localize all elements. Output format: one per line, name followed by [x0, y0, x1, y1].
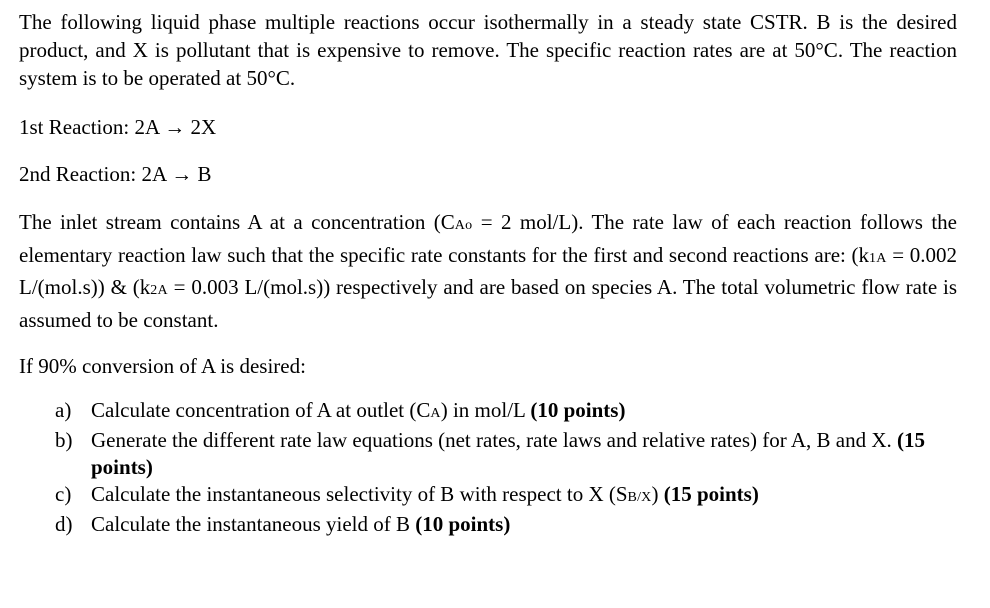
- problem-document: [19, 0, 957, 538]
- question-list: [19, 397, 957, 538]
- question-points: (10 points): [415, 512, 511, 536]
- inlet-text-1: The inlet stream contains A at a concentration (C: [19, 210, 455, 234]
- question-a: [55, 397, 957, 427]
- question-text: ) in mol/L: [440, 398, 531, 422]
- question-text: Generate the different rate law equations (net rates, rate laws and relative rates) for A, B and X.: [91, 428, 898, 452]
- k1a-subscript: 1A: [869, 250, 887, 266]
- question-points: (10 points): [530, 398, 626, 422]
- question-letter: a): [55, 398, 72, 422]
- question-b: [55, 427, 957, 481]
- intro-paragraph: The following liquid phase multiple reactions occur isothermally in a steady state CSTR. B is the desired product, and X is pollutant that is expensive to remove. The specific reaction rates are at 50°C. The reaction system is to be operated at 50°C.: [19, 10, 957, 90]
- inlet-text-3: = 0.002 L/(mol.s)) & (k: [19, 242, 957, 299]
- second-reaction: 2nd Reaction: 2A → B: [19, 162, 212, 186]
- question-points: (15 points): [91, 428, 926, 479]
- cao-subscript: Ao: [454, 218, 473, 233]
- conversion-line: If 90% conversion of A is desired:: [19, 354, 306, 378]
- question-c: [55, 481, 957, 511]
- question-text: ): [651, 482, 664, 506]
- question-points: (15 points): [663, 482, 759, 506]
- sbx-subscript: B/X: [627, 490, 652, 505]
- question-letter: c): [55, 482, 72, 506]
- ca-subscript: A: [430, 406, 441, 421]
- inlet-text-2: = 2 mol/L). The rate law of each reaction follows the elementary reaction law such that the specific rate constants for the first and second reactions are: (k: [19, 210, 957, 267]
- question-text: Calculate concentration of A at outlet (C: [91, 398, 431, 422]
- question-text: Calculate the instantaneous selectivity of B with respect to X (S: [91, 482, 628, 506]
- inlet-paragraph: [19, 208, 957, 335]
- inlet-text-4: = 0.003 L/(mol.s)) respectively and are based on species A. The total volumetric flow rate is assumed to be constant.: [19, 275, 958, 332]
- first-reaction: 1st Reaction: 2A → 2X: [19, 115, 217, 139]
- question-letter: b): [55, 428, 73, 452]
- k2a-subscript: 2A: [150, 283, 168, 298]
- question-d: [55, 511, 957, 538]
- question-letter: d): [55, 512, 73, 536]
- question-text: Calculate the instantaneous yield of B: [91, 512, 416, 536]
